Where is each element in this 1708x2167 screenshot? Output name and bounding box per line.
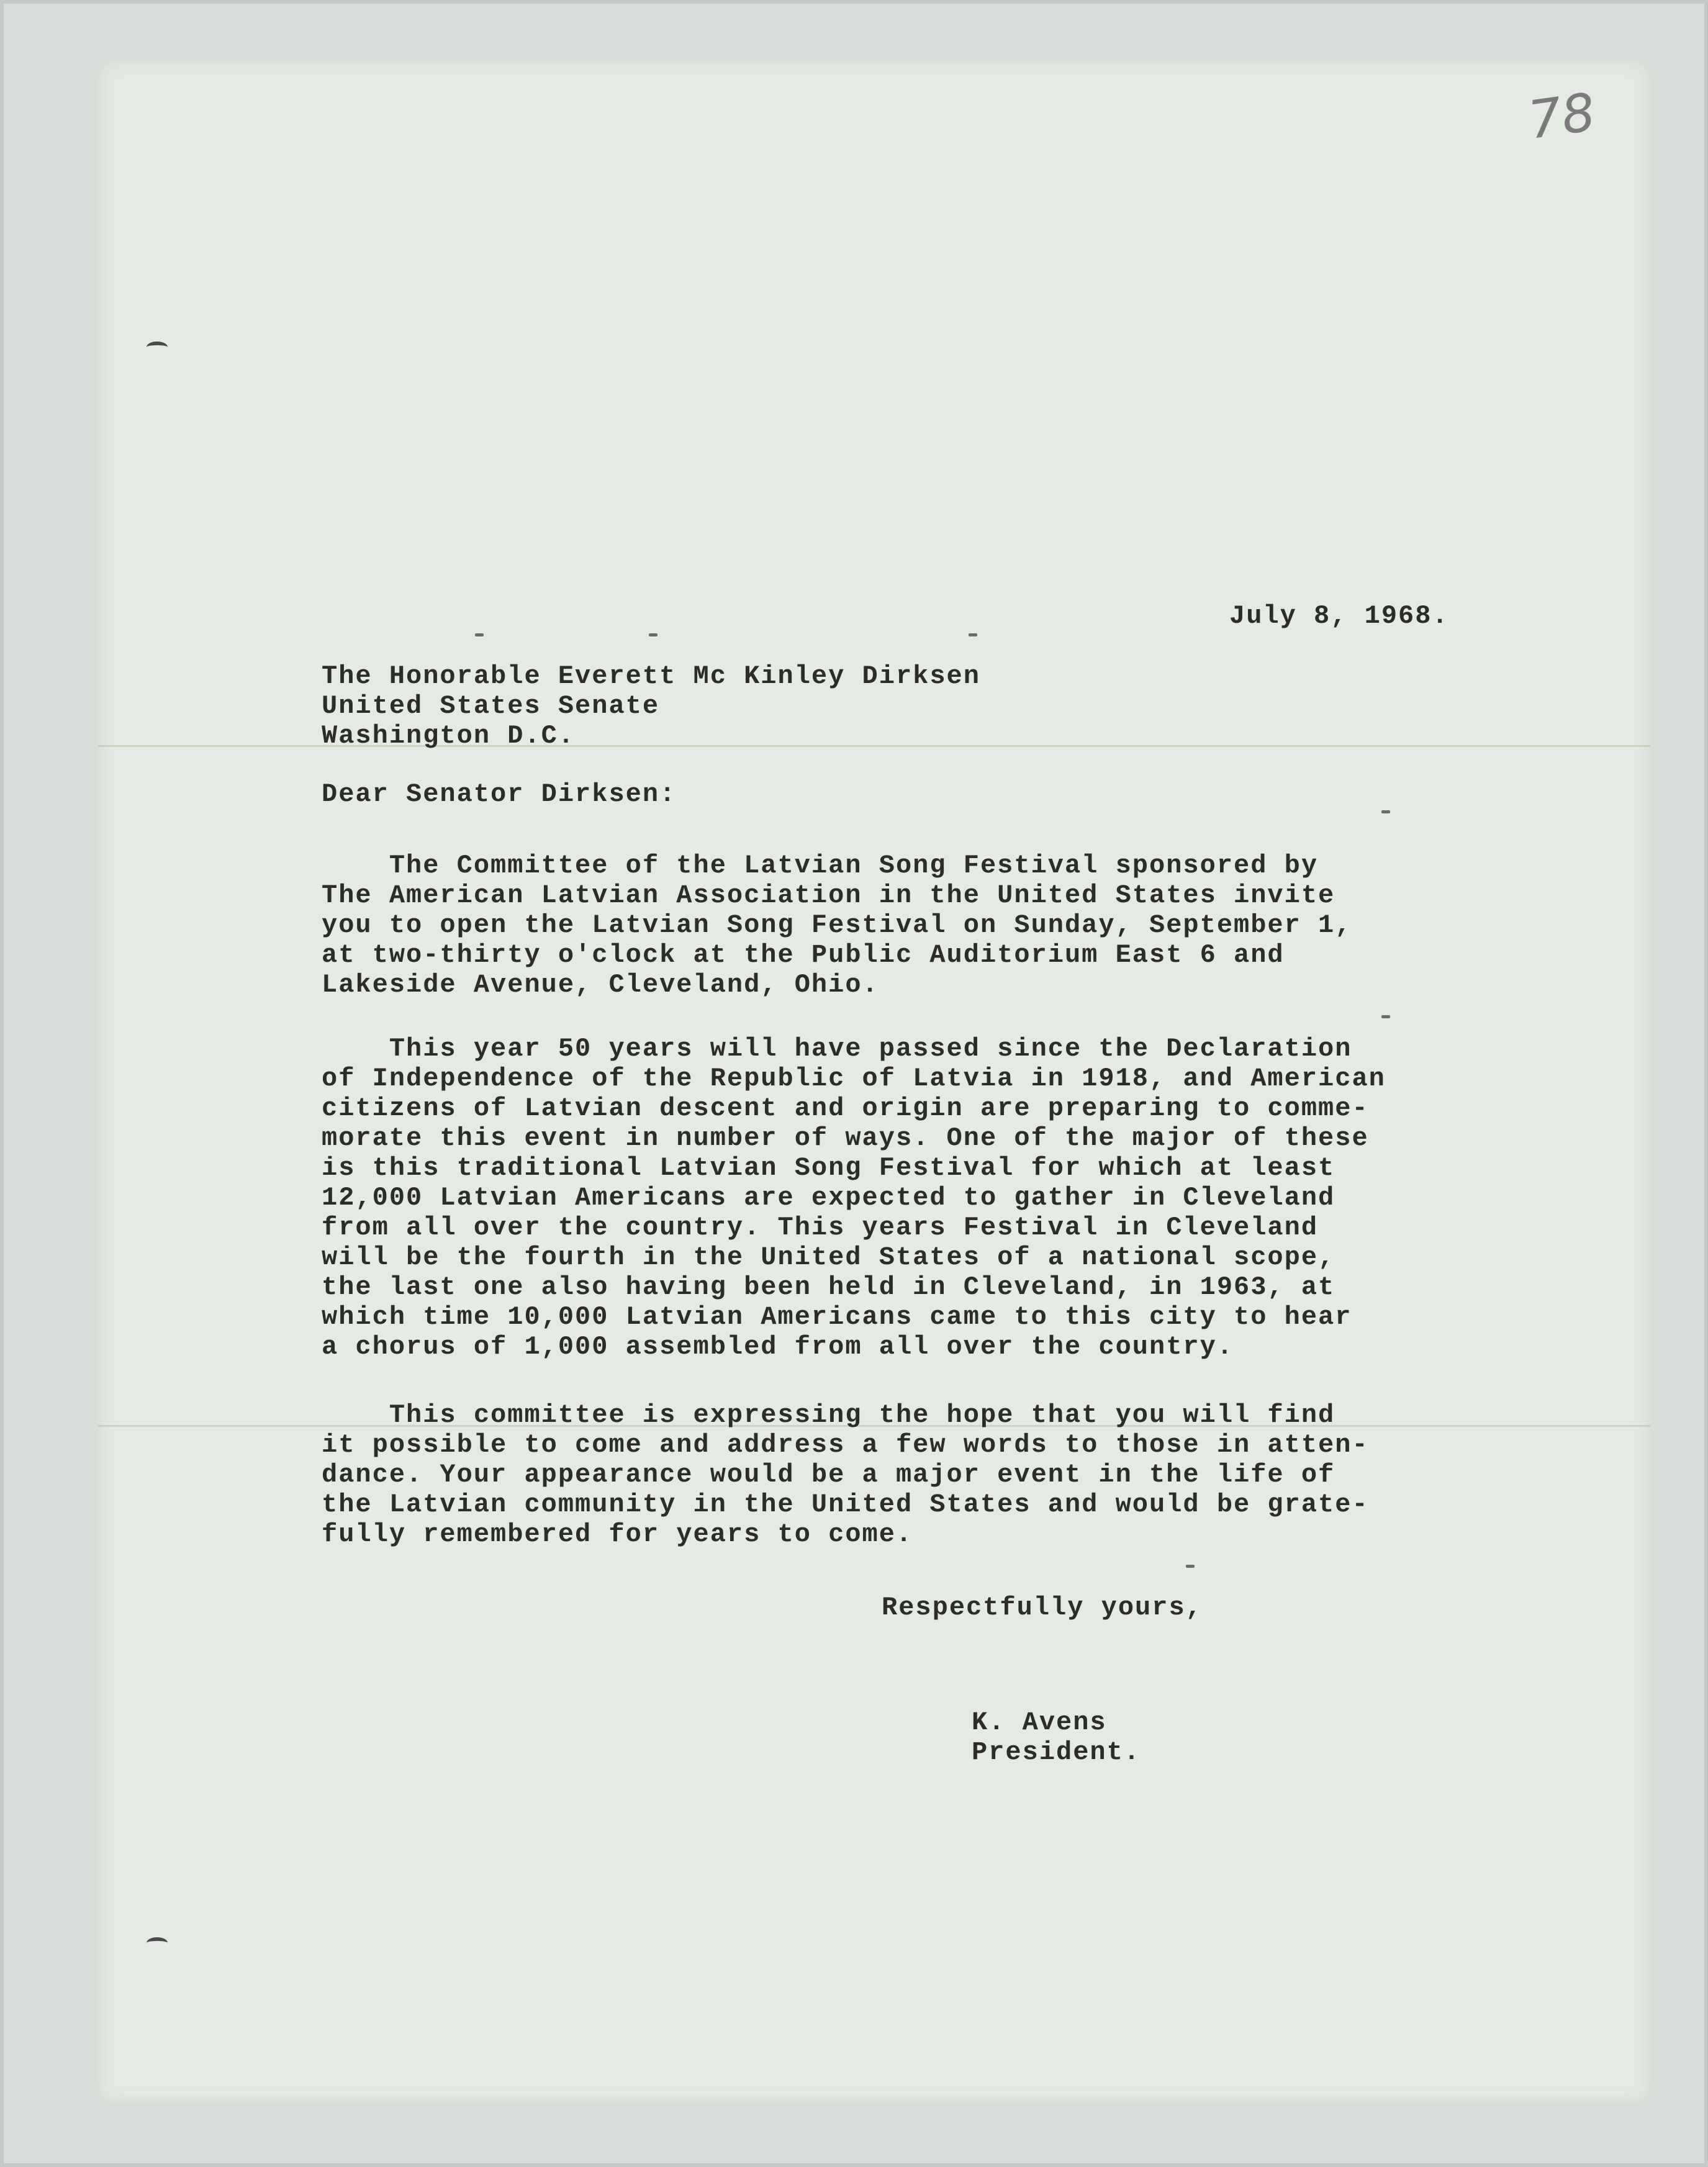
- recipient-address: [322, 661, 980, 751]
- body-paragraph-request: This committee is expressing the hope that you will find it possible to come and address a few words to those in atten- dance. Your appearance would be a major event in the life of the Latvian community in the United States and would be grate- fully remembered for years to come.: [322, 1400, 1369, 1549]
- ink-speck: [1381, 1015, 1390, 1018]
- signer-name: K. Avens: [972, 1708, 1107, 1737]
- salutation: Dear Senator Dirksen:: [322, 779, 677, 809]
- complimentary-closing: Respectfully yours,: [882, 1593, 1203, 1622]
- handwritten-page-number: 78: [1524, 81, 1599, 151]
- recipient-city: Washington D.C.: [322, 721, 576, 751]
- signature-block: [972, 1708, 1141, 1767]
- punch-hole-mark: [147, 342, 168, 353]
- body-paragraph-invitation: The Committee of the Latvian Song Festival sponsored by The American Latvian Association in the United States invite you to open the Latvian Song Festival on Sunday, September 1, at two-thirty o'clock at the Public Auditorium East 6 and Lakeside Avenue, Cleveland, Ohio.: [322, 851, 1352, 1000]
- ink-speck: [1186, 1565, 1195, 1568]
- ink-speck: [475, 633, 484, 636]
- ink-speck: [649, 633, 657, 636]
- ink-speck: [969, 633, 977, 636]
- body-paragraph-background: This year 50 years will have passed since the Declaration of Independence of the Republic of Latvia in 1918, and American citizens of Latvian descent and origin are preparing to comme- morate this event in number of ways. One of the major of these is this traditional Latvian Song Festival for which at least 12,000 Latvian Americans are expected to gather in Cleveland from all over the country. This years Festival in Cleveland will be the fourth in the United States of a national scope, the last one also having been held in Cleveland, in 1963, at which time 10,000 Latvian Americans came to this city to hear a chorus of 1,000 assembled from all over the country.: [322, 1034, 1386, 1362]
- ink-speck: [1381, 810, 1390, 813]
- letter-date: July 8, 1968.: [1229, 601, 1449, 631]
- signer-title: President.: [972, 1737, 1141, 1767]
- recipient-organization: United States Senate: [322, 691, 660, 721]
- punch-hole-mark: [147, 1937, 168, 1948]
- recipient-name: The Honorable Everett Mc Kinley Dirksen: [322, 661, 980, 691]
